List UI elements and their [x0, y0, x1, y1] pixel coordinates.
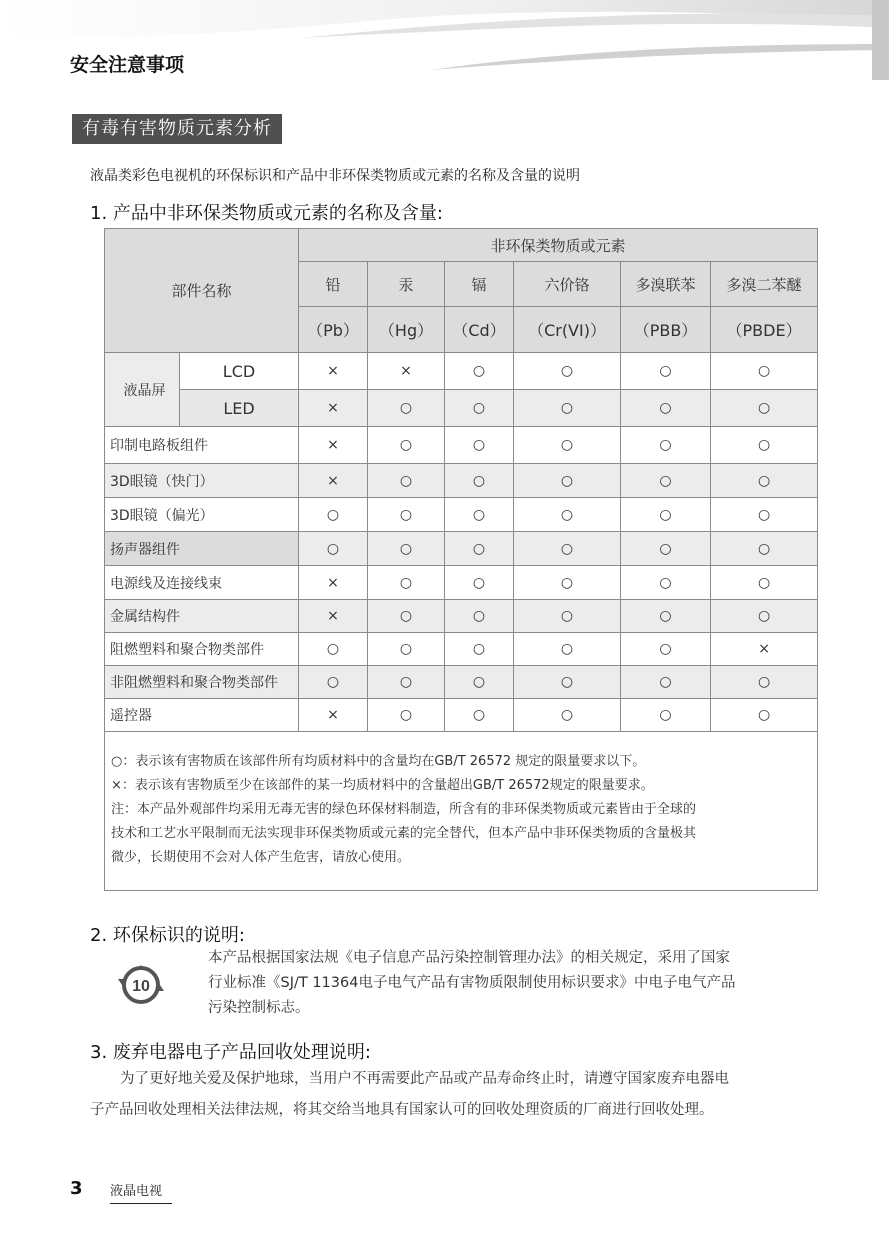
table-cell: ○ — [514, 666, 621, 699]
table-cell: ○ — [368, 532, 445, 566]
table-cell: ○ — [445, 633, 514, 666]
note-line: ○：表示该有害物质在该部件所有均质材料中的含量均在GB/T 26572 规定的限量要求以下。 — [111, 754, 646, 769]
section1-heading: 1. 产品中非环保类物质或元素的名称及含量: — [90, 203, 443, 224]
table-cell: ○ — [621, 699, 711, 732]
table-cell: ○ — [711, 699, 818, 732]
symbol-header: （Cd） — [445, 307, 514, 353]
table-cell: ○ — [368, 498, 445, 532]
row-name: 金属结构件 — [105, 600, 299, 633]
table-cell: ○ — [299, 532, 368, 566]
row-name: 非阻燃塑料和聚合物类部件 — [105, 666, 299, 699]
table-cell: × — [299, 600, 368, 633]
section3-paragraph — [90, 1064, 820, 1126]
table-cell: ○ — [368, 464, 445, 498]
table-cell: × — [711, 633, 818, 666]
table-row — [105, 532, 818, 566]
page-number: 3 — [70, 1178, 83, 1199]
row-name: LCD — [180, 353, 299, 390]
table-cell: ○ — [711, 498, 818, 532]
table-cell: ○ — [621, 427, 711, 464]
table-cell: ○ — [514, 498, 621, 532]
element-header: 镉 — [445, 262, 514, 307]
table-row — [105, 666, 818, 699]
note-line: 微少，长期使用不会对人体产生危害，请放心使用。 — [111, 850, 411, 865]
table-cell: ○ — [445, 532, 514, 566]
paragraph-line: 本产品根据国家法规《电子信息产品污染控制管理办法》的相关规定，采用了国家 — [208, 950, 730, 966]
element-header: 汞 — [368, 262, 445, 307]
symbol-header: （Cr(VI)） — [514, 307, 621, 353]
table-cell: ○ — [445, 566, 514, 600]
table-row — [105, 633, 818, 666]
table-cell: × — [299, 566, 368, 600]
table-cell: ○ — [514, 699, 621, 732]
table-cell: ○ — [514, 427, 621, 464]
table-row — [105, 498, 818, 532]
table-cell: ○ — [711, 353, 818, 390]
table-cell: ○ — [368, 427, 445, 464]
symbol-header: （PBDE） — [711, 307, 818, 353]
table-cell: ○ — [514, 390, 621, 427]
table-cell: × — [299, 427, 368, 464]
table-cell: ○ — [621, 566, 711, 600]
element-header: 铅 — [299, 262, 368, 307]
table-cell: ○ — [711, 464, 818, 498]
table-cell: ○ — [445, 498, 514, 532]
row-name: 印制电路板组件 — [105, 427, 299, 464]
table-cell: ○ — [711, 427, 818, 464]
table-cell: × — [299, 699, 368, 732]
table-cell: ○ — [368, 666, 445, 699]
table-cell: ○ — [514, 600, 621, 633]
table-cell: × — [368, 353, 445, 390]
symbol-header: （Pb） — [299, 307, 368, 353]
table-cell: ○ — [514, 566, 621, 600]
table-cell: ○ — [514, 532, 621, 566]
table-row — [105, 353, 818, 390]
element-header: 六价铬 — [514, 262, 621, 307]
table-cell: ○ — [445, 390, 514, 427]
table-row — [105, 566, 818, 600]
row-name: 阻燃塑料和聚合物类部件 — [105, 633, 299, 666]
table-cell: ○ — [711, 666, 818, 699]
table-cell: ○ — [368, 633, 445, 666]
symbol-header: （Hg） — [368, 307, 445, 353]
paragraph-line: 子产品回收处理相关法律法规，将其交给当地具有国家认可的回收处理资质的厂商进行回收处理。 — [90, 1102, 714, 1118]
table-cell: ○ — [445, 464, 514, 498]
section2-heading: 2. 环保标识的说明: — [90, 925, 245, 946]
table-cell: ○ — [621, 532, 711, 566]
table-cell: ○ — [621, 498, 711, 532]
row-name: 扬声器组件 — [105, 532, 299, 566]
table-cell: ○ — [445, 666, 514, 699]
table-cell: ○ — [711, 390, 818, 427]
lcd-group-label: 液晶屏 — [105, 353, 180, 427]
table-row — [105, 390, 818, 427]
table-cell: ○ — [368, 600, 445, 633]
row-name: 3D眼镜（快门） — [105, 464, 299, 498]
table-row — [105, 427, 818, 464]
table-cell: ○ — [368, 390, 445, 427]
element-header: 多溴联苯 — [621, 262, 711, 307]
table-cell: × — [299, 464, 368, 498]
footer-label: 液晶电视 — [110, 1180, 172, 1204]
table-notes — [105, 732, 818, 891]
table-row — [105, 699, 818, 732]
table-cell: ○ — [368, 566, 445, 600]
table-cell: ○ — [514, 633, 621, 666]
table-row — [105, 600, 818, 633]
table-cell: ○ — [711, 600, 818, 633]
table-cell: ○ — [621, 666, 711, 699]
hazardous-substances-table — [104, 228, 818, 891]
analysis-banner: 有毒有害物质元素分析 — [72, 114, 282, 144]
table-cell: ○ — [711, 532, 818, 566]
table-cell: ○ — [368, 699, 445, 732]
table-cell: ○ — [299, 666, 368, 699]
note-line: 注：本产品外观部件均采用无毒无害的绿色环保材料制造，所含有的非环保类物质或元素皆由于全球的 — [111, 802, 697, 817]
table-cell: ○ — [621, 353, 711, 390]
environmental-protection-10-icon — [116, 961, 166, 1009]
table-cell: ○ — [621, 633, 711, 666]
table-cell: ○ — [621, 600, 711, 633]
table-cell: × — [299, 390, 368, 427]
table-cell: ○ — [299, 498, 368, 532]
table-cell: ○ — [299, 633, 368, 666]
row-name: LED — [180, 390, 299, 427]
section-title: 安全注意事项 — [70, 54, 185, 76]
table-cell: ○ — [621, 390, 711, 427]
part-name-header: 部件名称 — [105, 229, 299, 353]
table-row — [105, 464, 818, 498]
table-cell: ○ — [514, 353, 621, 390]
table-notes-row — [105, 732, 818, 891]
row-name: 电源线及连接线束 — [105, 566, 299, 600]
table-cell: ○ — [445, 600, 514, 633]
intro-text: 液晶类彩色电视机的环保标识和产品中非环保类物质或元素的名称及含量的说明 — [90, 168, 580, 184]
paragraph-line: 污染控制标志。 — [208, 1000, 310, 1016]
table-cell: ○ — [445, 427, 514, 464]
paragraph-line: 行业标准《SJ/T 11364电子电气产品有害物质限制使用标识要求》中电子电气产品 — [208, 975, 736, 991]
substance-group-header: 非环保类物质或元素 — [299, 229, 818, 262]
table-cell: ○ — [621, 464, 711, 498]
row-name: 3D眼镜（偏光） — [105, 498, 299, 532]
section3-heading: 3. 废弃电器电子产品回收处理说明: — [90, 1042, 371, 1063]
note-line: 技术和工艺水平限制而无法实现非环保类物质或元素的完全替代，但本产品中非环保类物质的含量极其 — [111, 826, 697, 841]
note-line: ×：表示该有害物质至少在该部件的某一均质材料中的含量超出GB/T 26572规定的限量要求。 — [111, 778, 654, 793]
table-cell: ○ — [514, 464, 621, 498]
table-cell: ○ — [711, 566, 818, 600]
element-header: 多溴二苯醚 — [711, 262, 818, 307]
table-cell: ○ — [445, 353, 514, 390]
paragraph-line: 为了更好地关爱及保护地球，当用户不再需要此产品或产品寿命终止时，请遵守国家废弃电器电 — [120, 1071, 729, 1087]
eco-icon-number: 10 — [132, 978, 150, 995]
table-cell: ○ — [445, 699, 514, 732]
section2-paragraph — [208, 946, 820, 1021]
table-cell: × — [299, 353, 368, 390]
symbol-header: （PBB） — [621, 307, 711, 353]
row-name: 遥控器 — [105, 699, 299, 732]
